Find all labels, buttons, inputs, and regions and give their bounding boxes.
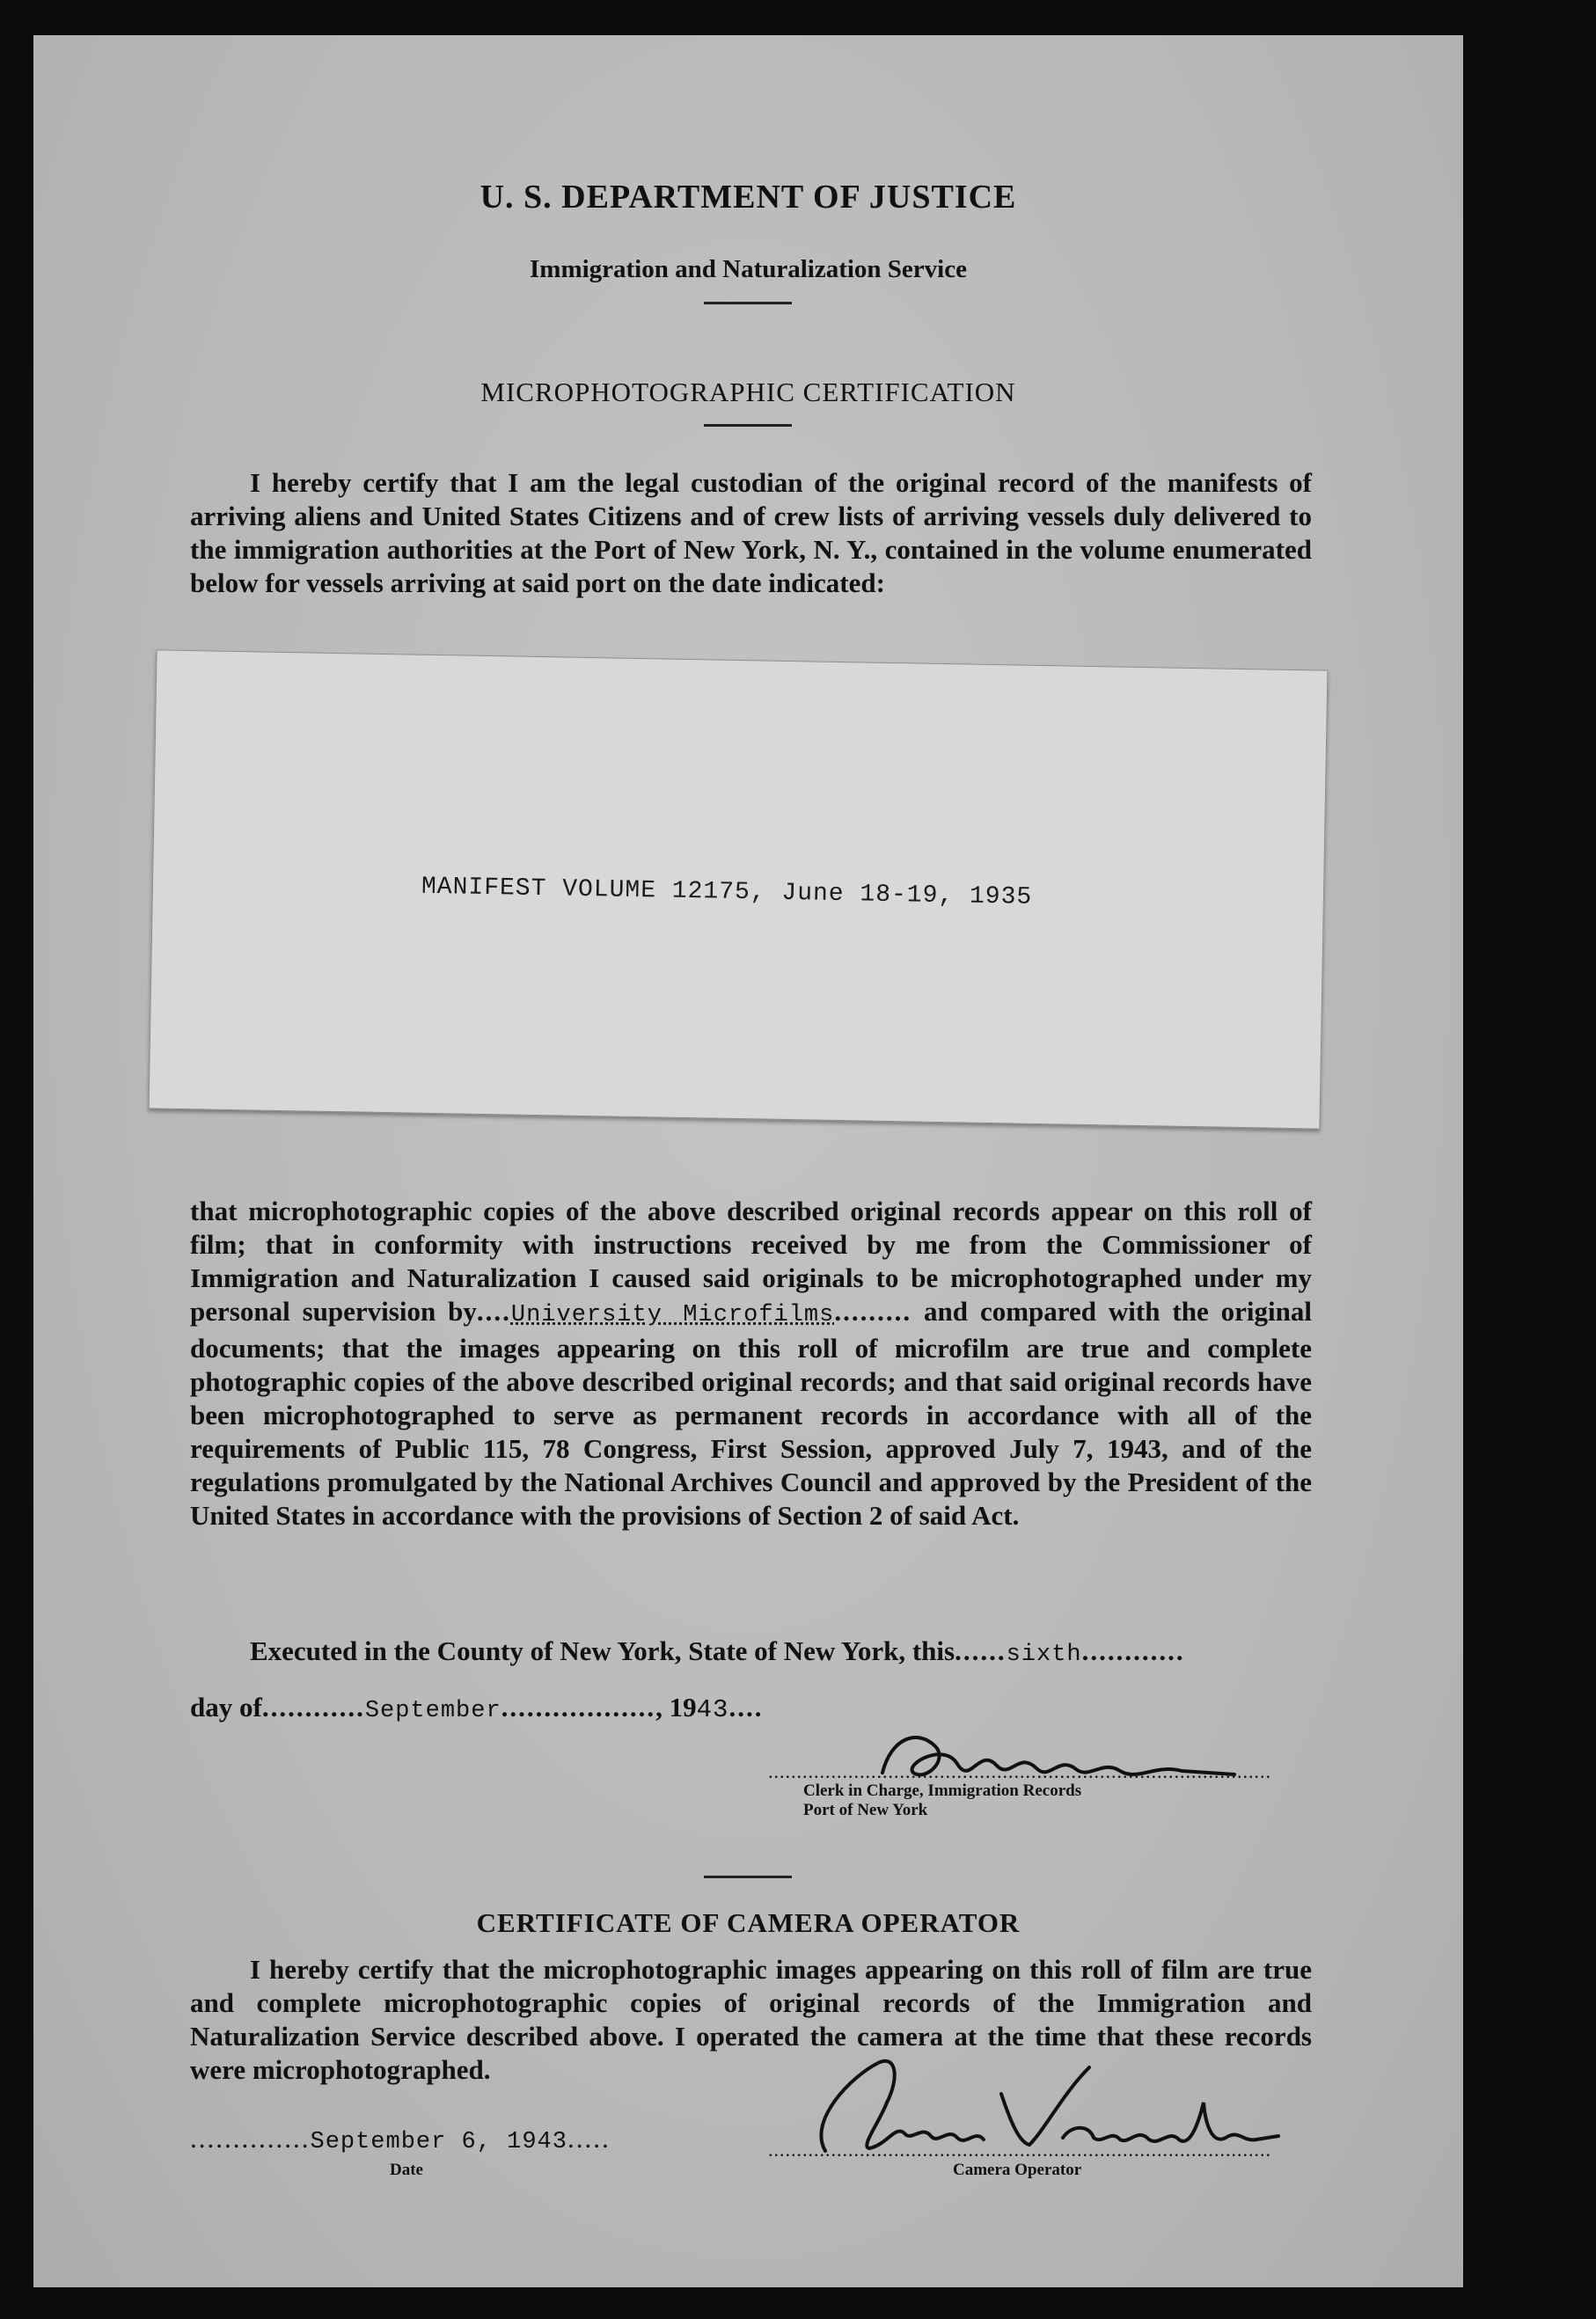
- body-part-1: that microphotographic copies of the above described original records appear on this roll of film; that in conformity with instructions received by me from the Commissioner of Immigration and Naturalization I caused said originals to be microphotographed under my personal supervision by: [190, 1196, 1312, 1327]
- execution-line: Executed in the County of New York, State of New York, this......sixth............: [250, 1635, 1185, 1668]
- clerk-title: [803, 1781, 1081, 1820]
- execution-prefix: Executed in the County of New York, State of New York, this: [250, 1635, 955, 1666]
- department-heading: U. S. DEPARTMENT OF JUSTICE: [480, 179, 1017, 216]
- year-prefix: 19: [669, 1692, 697, 1723]
- divider: [704, 424, 792, 427]
- document-sheet: [33, 35, 1463, 2287]
- certification-title: MICROPHOTOGRAPHIC CERTIFICATION: [480, 377, 1016, 407]
- clerk-signature-line: ........................................................................................: [768, 1760, 1271, 1782]
- operator-signature-line: ........................................................................................: [768, 2139, 1271, 2161]
- clerk-title-line-1: Clerk in Charge, Immigration Records: [803, 1781, 1082, 1800]
- execution-date-line: day of............September.................., 1943....: [190, 1692, 764, 1724]
- operator-section-title: CERTIFICATE OF CAMERA OPERATOR: [476, 1907, 1021, 1938]
- execution-month: September: [364, 1698, 501, 1724]
- clerk-signature: [874, 1720, 1243, 1790]
- body-part-2: and compared with the original documents; that the images appearing on this roll of microfilm are true and complete photographic copies of the above described original records; and that said original records have been microphotographed to serve as permanent records in accordance with all of the requirements of Public 115, 78 Congress, First Session, approved July 7, 1943, and of the regulations promulgated by the National Archives Council and approved by the President of the United States in accordance with the provisions of Section 2 of said Act.: [190, 1296, 1313, 1531]
- filmed-by-value: University Microfilms: [510, 1302, 835, 1328]
- certification-body: that microphotographic copies of the above described original records appear on this roll of film; that in conformity with instructions received by me from the Commissioner of Immigration and Naturalization I caused said originals to be microphotographed under my personal supervision by....University Microfilms......... and compared with the original documents; that the images appearing on this roll of microfilm are true and complete photographic copies of the above described original records; and that said original records have been microphotographed to serve as permanent records in accordance with all of the requirements of Public 115, 78 Congress, First Session, approved July 7, 1943, and of the regulations promulgated by the National Archives Council and approved by the President of the United States in accordance with the provisions of Section 2 of said Act.: [190, 1196, 1313, 1531]
- operator-date-line: ..............September 6, 1943.....: [190, 2123, 611, 2155]
- manifest-card-text: MANIFEST VOLUME 12175, June 18-19, 1935: [421, 873, 1033, 911]
- operator-signature: [799, 2041, 1292, 2173]
- intro-paragraph-text: I hereby certify that I am the legal custodian of the original record of the manifests of arriving aliens and United States Citizens and of crew lists of arriving vessels duly delivered to the immigration authorities at the Port of New York, N. Y., contained in the volume enumerated below for vessels arriving at said port on the date indicated:: [190, 467, 1312, 598]
- operator-date-value: September 6, 1943: [310, 2129, 567, 2155]
- service-subheading: Immigration and Naturalization Service: [530, 255, 967, 283]
- date-label: Date: [390, 2161, 423, 2179]
- year-suffix: 43: [696, 1695, 729, 1724]
- divider: [704, 302, 792, 304]
- camera-operator-label: Camera Operator: [953, 2161, 1082, 2179]
- execution-day: sixth: [1006, 1642, 1082, 1668]
- operator-paragraph-text: I hereby certify that the microphotographic images appearing on this roll of film are true and complete microphotographic copies of original records of the Immigration and Naturalization Service described above. I operated the camera at the time that these records were microphotographed.: [190, 1954, 1312, 2085]
- day-of-label: day of: [190, 1692, 262, 1723]
- intro-paragraph: [190, 466, 1312, 600]
- divider: [704, 1876, 792, 1878]
- clerk-title-line-2: Port of New York: [803, 1801, 928, 1819]
- manifest-card: [149, 649, 1329, 1129]
